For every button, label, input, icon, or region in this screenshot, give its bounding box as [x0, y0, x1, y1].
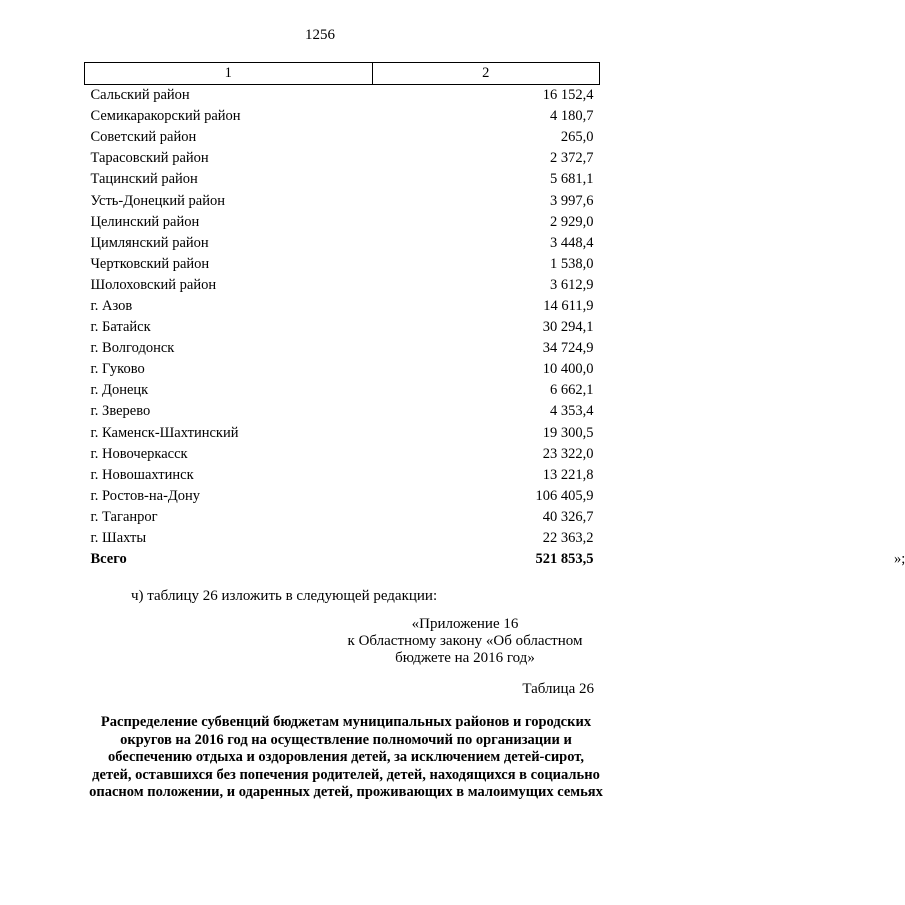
district-name: Целинский район: [90, 213, 200, 230]
subvention-amount: 3 448,4: [550, 234, 594, 251]
subvention-amount: 40 326,7: [542, 508, 594, 525]
table-row: [85, 317, 600, 338]
subvention-amount: 265,0: [560, 129, 594, 146]
district-name: Сальский район: [90, 87, 190, 104]
subvention-amount: 2 372,7: [550, 150, 594, 167]
appendix-reference: [330, 616, 600, 667]
subvention-amount: 2 929,0: [550, 213, 594, 230]
district-name: г. Зверево: [90, 403, 151, 420]
table-row: [85, 233, 600, 254]
table-row: [85, 528, 600, 549]
subvention-amount: 4 353,4: [550, 403, 594, 420]
subvention-amount: 34 724,9: [542, 340, 594, 357]
table-row: [85, 338, 600, 359]
district-name: Тацинский район: [90, 171, 198, 188]
district-name: г. Новочеркасск: [90, 445, 188, 462]
subvention-amount: 19 300,5: [542, 424, 594, 441]
table-row: [85, 85, 600, 107]
column-header-2: 2: [372, 63, 599, 85]
table-row: [85, 507, 600, 528]
table-row: [85, 190, 600, 211]
district-name: г. Батайск: [90, 319, 151, 336]
district-name: г. Гуково: [90, 361, 145, 378]
table-row: [85, 212, 600, 233]
subvention-amount: 30 294,1: [542, 319, 594, 336]
total-cell: [372, 549, 905, 570]
table-row: [85, 127, 600, 148]
subvention-amount: 1 538,0: [550, 255, 594, 272]
total-amount: 521 853,5: [535, 551, 594, 568]
subvention-amount: 6 662,1: [550, 382, 594, 399]
subvention-amount: 106 405,9: [535, 487, 594, 504]
district-name: г. Донецк: [90, 382, 149, 399]
table-row: [85, 380, 600, 401]
subvention-table: [84, 62, 905, 570]
subvention-amount: 14 611,9: [543, 297, 594, 314]
subvention-amount: 4 180,7: [550, 108, 594, 125]
district-name: г. Волгодонск: [90, 340, 175, 357]
table-row: [85, 148, 600, 169]
district-name: г. Ростов-на-Дону: [90, 487, 201, 504]
table-row: [85, 296, 600, 317]
district-name: г. Новошахтинск: [90, 466, 194, 483]
subvention-amount: 23 322,0: [542, 445, 594, 462]
table-row: [85, 275, 600, 296]
district-name: г. Шахты: [90, 530, 147, 547]
table-row: [85, 423, 600, 444]
table-row: [85, 401, 600, 422]
appendix-line: «Приложение 16: [411, 616, 519, 632]
table-header-row: [85, 63, 600, 85]
total-row: [85, 549, 600, 570]
table-row: [85, 169, 600, 190]
subvention-amount: 3 997,6: [550, 192, 594, 209]
table-row: [85, 106, 600, 127]
district-name: г. Таганрог: [90, 508, 158, 525]
district-name: г. Каменск-Шахтинский: [90, 424, 239, 441]
column-header-1: 1: [85, 63, 373, 85]
table-row: [85, 486, 600, 507]
district-name: Цимлянский район: [90, 234, 209, 251]
subvention-amount: 10 400,0: [542, 361, 594, 378]
subvention-amount: 16 152,4: [542, 87, 594, 104]
appendix-line: к Областному закону «Об областном: [347, 633, 583, 649]
total-label: Всего: [90, 551, 127, 568]
table-label: Таблица 26: [522, 681, 594, 697]
page-number: 1256: [305, 27, 335, 43]
district-name: г. Азов: [90, 297, 133, 314]
instruction-text: ч) таблицу 26 изложить в следующей редакции:: [131, 588, 438, 604]
subvention-amount: 3 612,9: [550, 276, 594, 293]
subvention-amount: 13 221,8: [542, 466, 594, 483]
table-heading: Распределение субвенций бюджетам муниципальных районов и городских округов на 2016 год на осуществление полномочий по организации и обеспечению отдыха и оздоровления детей, за исключением детей-сирот, детей, оставшихся без попечения родителей, детей, находящихся в социально опасном положении, и одаренных детей, проживающих в малоимущих семьях: [89, 714, 603, 800]
closing-quote-mark: »;: [894, 551, 905, 568]
subvention-amount: 5 681,1: [550, 171, 594, 188]
table-row: [85, 465, 600, 486]
table-row: [85, 254, 600, 275]
table-row: [85, 359, 600, 380]
subvention-amount: 22 363,2: [542, 530, 594, 547]
district-name: Шолоховский район: [90, 276, 217, 293]
district-name: Чертковский район: [90, 255, 210, 272]
district-name: Тарасовский район: [90, 150, 209, 167]
table-row: [85, 444, 600, 465]
district-name: Усть-Донецкий район: [90, 192, 225, 209]
district-name: Советский район: [90, 129, 197, 146]
district-name: Семикаракорский район: [90, 108, 241, 125]
appendix-line: бюджете на 2016 год»: [395, 650, 535, 666]
table-body: [85, 85, 905, 571]
